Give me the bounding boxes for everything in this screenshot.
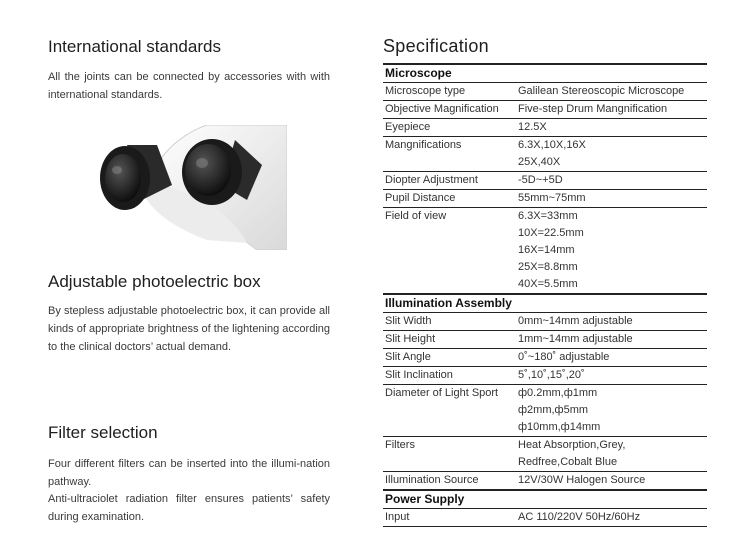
group-header-microscope: Microscope	[383, 64, 707, 83]
section-body-photoelectric-box: By stepless adjustable photoelectric box, it can provide all kinds of appropriate brightness of the lightening according to the clinical doctors’ actual demand.	[48, 305, 330, 353]
group-header-illumination: Illumination Assembly	[383, 294, 707, 313]
specification-table	[383, 63, 707, 527]
spec-row: Microscope type Galilean Stereoscopic Microscope	[383, 83, 707, 101]
section-title-international-standards: International standards	[48, 37, 221, 56]
spec-row: Field of view 6.3X=33mm 10X=22.5mm 16X=14mm 25X=8.8mm 40X=5.5mm	[383, 208, 707, 295]
spec-row: Slit Inclination 5˚,10˚,15˚,20˚	[383, 367, 707, 385]
spec-row: Slit Angle 0˚~180˚ adjustable	[383, 349, 707, 367]
spec-row: Diameter of Light Sport ф0.2mm,ф1mm ф2mm,ф5mm ф10mm,ф14mm	[383, 385, 707, 437]
spec-row: Diopter Adjustment -5D~+5D	[383, 172, 707, 190]
section-body-filter-selection-1: Four different filters can be inserted into the illumi-nation pathway.	[48, 458, 330, 488]
spec-row: Mangnifications 6.3X,10X,16X 25X,40X	[383, 137, 707, 172]
spec-row: Illumination Source 12V/30W Halogen Source	[383, 472, 707, 491]
section-body-filter-selection-2: Anti-ultraciolet radiation filter ensures patients’ safety during examination.	[48, 493, 330, 523]
spec-row: Objective Magnification Five-step Drum Mangnification	[383, 101, 707, 119]
microscope-eyepiece-photo	[97, 125, 287, 250]
spec-row: Pupil Distance 55mm~75mm	[383, 190, 707, 208]
group-header-power-supply: Power Supply	[383, 490, 707, 509]
spec-row: Filters Heat Absorption,Grey, Redfree,Cobalt Blue	[383, 437, 707, 472]
spec-row: Slit Width 0mm~14mm adjustable	[383, 313, 707, 331]
spec-row: Input AC 110/220V 50Hz/60Hz	[383, 509, 707, 527]
specification-title: Specification	[383, 36, 489, 56]
section-title-filter-selection: Filter selection	[48, 423, 158, 442]
section-title-photoelectric-box: Adjustable photoelectric box	[48, 272, 261, 291]
spec-row: Eyepiece 12.5X	[383, 119, 707, 137]
section-body-international-standards: All the joints can be connected by accessories with with international standards.	[48, 71, 330, 101]
spec-row: Slit Height 1mm~14mm adjustable	[383, 331, 707, 349]
